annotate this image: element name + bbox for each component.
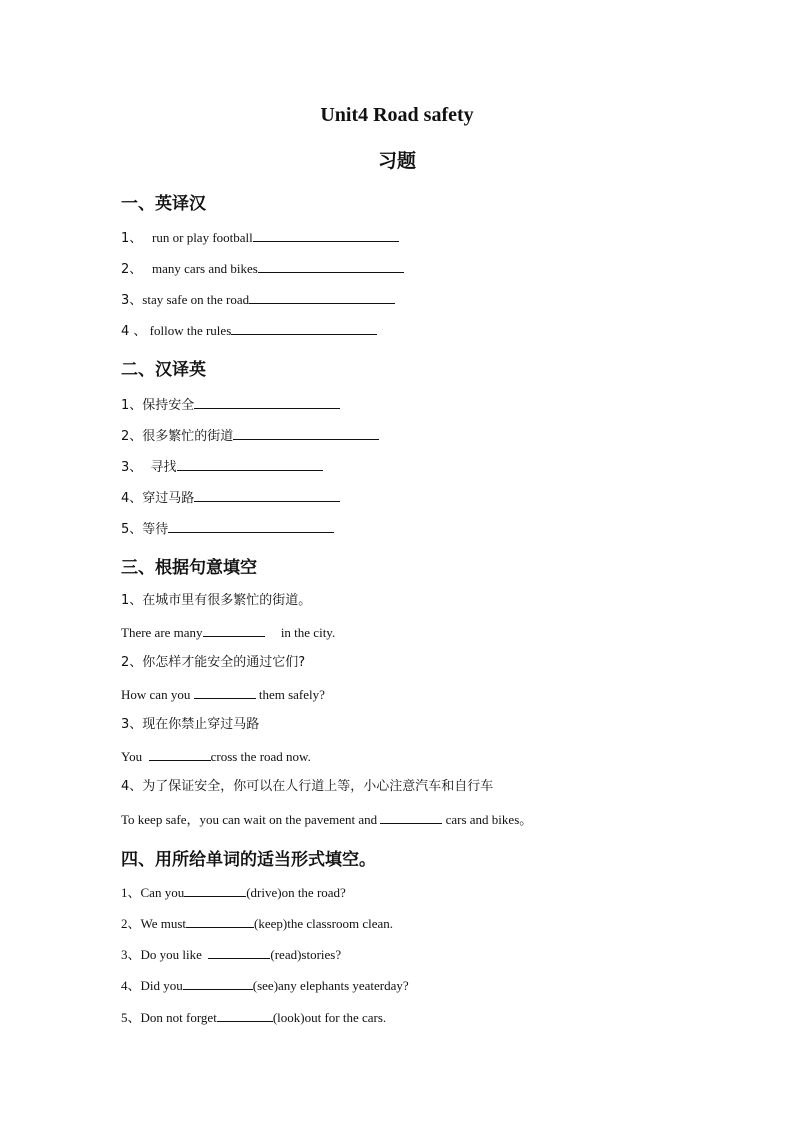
answer-blank[interactable] [249, 291, 395, 304]
fill-sentence: 1、Can you (drive)on the road? [121, 885, 346, 900]
page-subtitle: 习题 [377, 150, 416, 172]
answer-blank[interactable] [194, 396, 340, 409]
answer-blank[interactable] [186, 915, 254, 928]
answer-blank[interactable] [168, 520, 334, 533]
answer-blank[interactable] [233, 427, 379, 440]
section-heading-1: 一、英译汉 [121, 194, 206, 214]
fill-sentence: There are many in the city. [121, 625, 336, 640]
fill-sentence: How can you them safely? [121, 687, 325, 702]
answer-blank[interactable] [203, 624, 265, 637]
list-item: 4 、 follow the rules [121, 322, 377, 340]
answer-blank[interactable] [208, 946, 270, 959]
answer-blank[interactable] [177, 458, 323, 471]
answer-blank[interactable] [194, 489, 340, 502]
fill-sentence: To keep safe，you can wait on the pavement and cars and bikes。 [121, 812, 533, 827]
fill-sentence: You cross the road now. [121, 749, 311, 764]
section-heading-2: 二、汉译英 [121, 360, 206, 380]
answer-blank[interactable] [183, 977, 253, 990]
answer-blank[interactable] [194, 686, 256, 699]
answer-blank[interactable] [253, 229, 399, 242]
fill-sentence: 2、We must (keep)the classroom clean. [121, 916, 394, 931]
question-prompt: 3、现在你禁止穿过马路 [121, 717, 260, 732]
question-prompt: 2、你怎样才能安全的通过它们? [121, 655, 306, 670]
answer-blank[interactable] [184, 884, 246, 897]
fill-sentence: 5、Don not forget (look)out for the cars. [121, 1010, 387, 1025]
question-prompt: 1、在城市里有很多繁忙的街道。 [121, 593, 312, 608]
answer-blank[interactable] [380, 811, 442, 824]
list-item: 3、stay safe on the road [121, 291, 395, 309]
list-item: 3、 寻找 [121, 458, 323, 476]
list-item: 5、等待 [121, 520, 334, 538]
list-item: 2、很多繁忙的街道 [121, 427, 379, 445]
question-prompt: 4、为了保证安全，你可以在人行道上等，小心注意汽车和自行车 [121, 779, 494, 794]
section-heading-4: 四、用所给单词的适当形式填空。 [121, 850, 376, 870]
list-item: 1、 run or play football [121, 229, 399, 247]
answer-blank[interactable] [231, 322, 377, 335]
fill-sentence: 3、Do you like (read)stories? [121, 947, 342, 962]
section-heading-3: 三、根据句意填空 [121, 558, 257, 578]
list-item: 1、保持安全 [121, 396, 340, 414]
answer-blank[interactable] [217, 1009, 273, 1022]
answer-blank[interactable] [258, 260, 404, 273]
page-title: Unit4 Road safety [320, 104, 474, 126]
fill-sentence: 4、Did you (see)any elephants yeaterday? [121, 978, 409, 993]
list-item: 4、穿过马路 [121, 489, 340, 507]
answer-blank[interactable] [149, 748, 211, 761]
list-item: 2、 many cars and bikes [121, 260, 404, 278]
